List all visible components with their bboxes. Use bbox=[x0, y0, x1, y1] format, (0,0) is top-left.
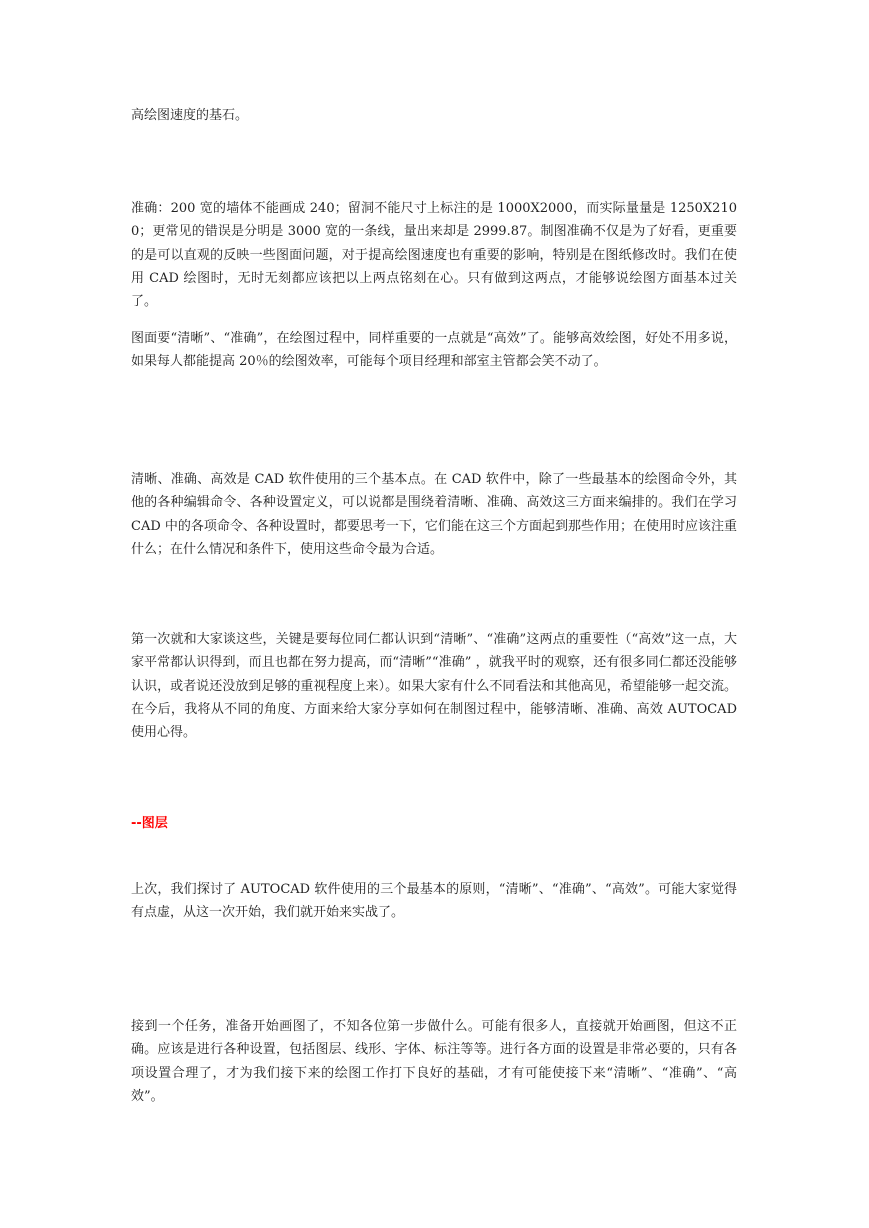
paragraph-7: 接到一个任务，准备开始画图了，不知各位第一步做什么。可能有很多人，直接就开始画图，但这不正确。应该是进行各种设置，包括图层、线形、字体、标注等等。进行各方面的设置是非常必要的，只有各项设置合理了，才为我们接下来的绘图工作打下良好的基础，才有可能使接下来“清晰”、“准确”、“高效”。 bbox=[131, 1019, 737, 1104]
section-heading-layers: --图层 bbox=[131, 816, 168, 831]
paragraph-1: 高绘图速度的基石。 bbox=[131, 108, 249, 123]
paragraph-2: 准确：200 宽的墙体不能画成 240；留洞不能尺寸上标注的是 1000X2000，而实际量量是 1250X2100；更常见的错误是分明是 3000 宽的一条线，量出来却是 2999.87。制图准确不仅是为了好看，更重要的是可以直观的反映一些图面问题，对于提高绘图速度也有重要的影响，特别是在图纸修改时。我们在使用 CAD 绘图时，无时无刻都应该把以上两点铭刻在心。只有做到这两点，才能够说绘图方面基本过关了。 bbox=[131, 201, 737, 310]
paragraph-3: 图面要“清晰”、“准确”，在绘图过程中，同样重要的一点就是“高效”了。能够高效绘图，好处不用多说，如果每人都能提高 20％的绘图效率，可能每个项目经理和部室主管都会笑不动了。 bbox=[131, 331, 737, 370]
paragraph-6: 上次，我们探讨了 AUTOCAD 软件使用的三个最基本的原则，“清晰”、“准确”、“高效”。可能大家觉得有点虚，从这一次开始，我们就开始来实战了。 bbox=[131, 882, 737, 921]
paragraph-5: 第一次就和大家谈这些，关键是要每位同仁都认识到“清晰”、“准确”这两点的重要性（“高效”这一点，大家平常都认识得到，而且也都在努力提高，而“清晰”“准确” ，就我平时的观察，还有很多同仁都还没能够认识，或者说还没放到足够的重视程度上来）。如果大家有什么不同看法和其他高见，希望能够一起交流。在今后，我将从不同的角度、方面来给大家分享如何在制图过程中，能够清晰、准确、高效 AUTOCAD 使用心得。 bbox=[131, 632, 737, 741]
paragraph-4: 清晰、准确、高效是 CAD 软件使用的三个基本点。在 CAD 软件中，除了一些最基本的绘图命令外，其他的各种编辑命令、各种设置定义，可以说都是围绕着清晰、准确、高效这三方面来编排的。我们在学习 CAD 中的各项命令、各种设置时，都要思考一下，它们能在这三个方面起到那些作用；在使用时应该注重什么；在什么情况和条件下，使用这些命令最为合适。 bbox=[131, 472, 737, 557]
